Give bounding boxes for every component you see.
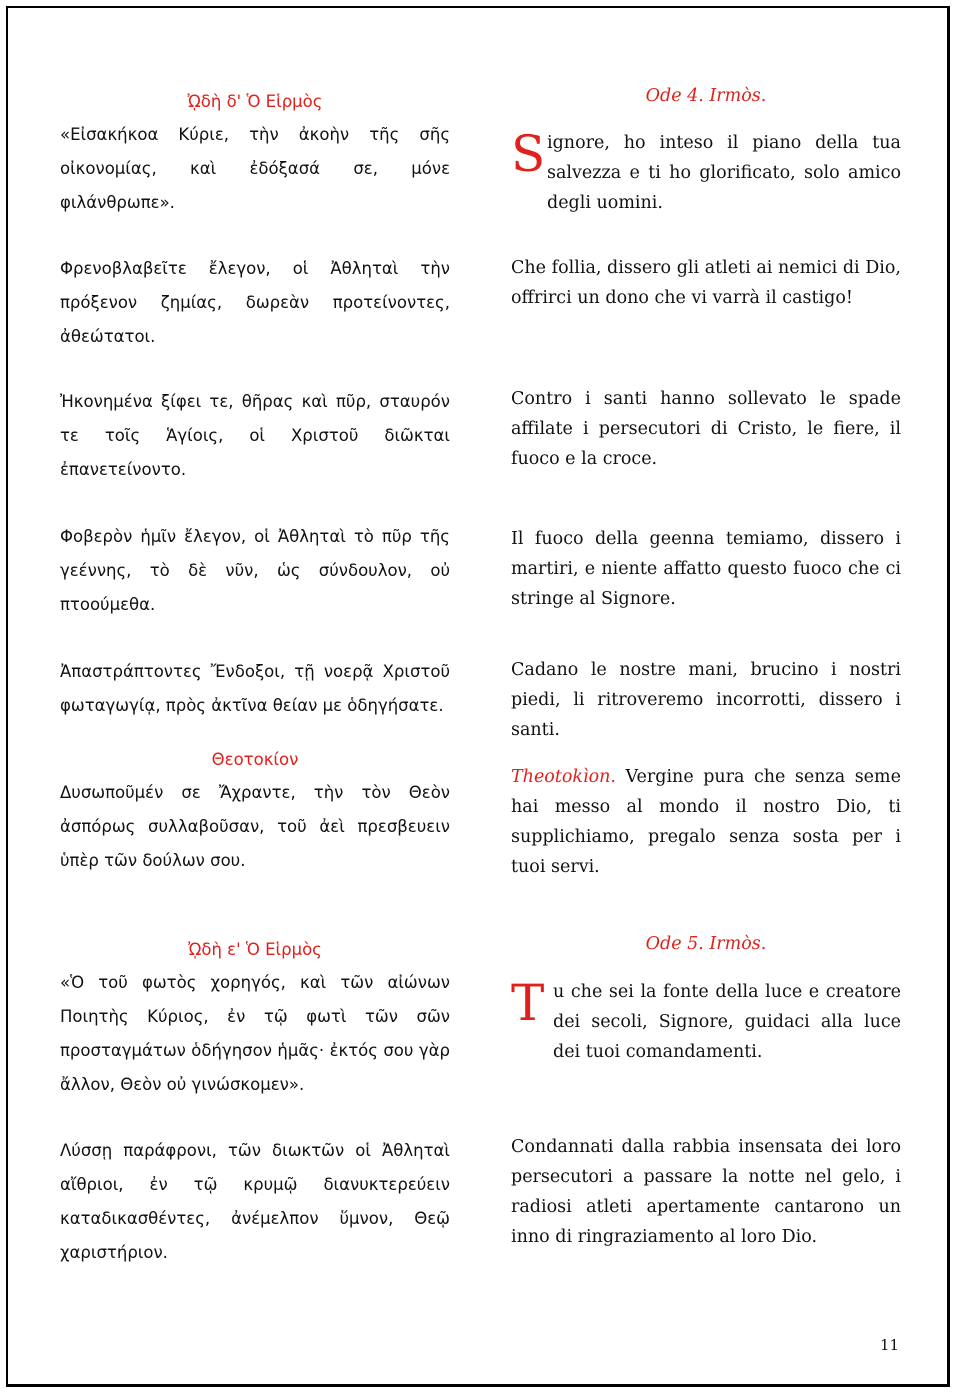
ode4-italian-troparion-2: Contro i santi hanno sollevato le spade affilate i persecutori di Cristo, le fiere, il fuoco e la croce. (511, 389, 901, 469)
theotokion-greek-heading: Θεοτοκίον (211, 750, 299, 769)
ode5-greek-heading: ᾨδὴ ε' Ὁ Εἱρμὸς (188, 940, 322, 959)
ode5-italian-heading: Ode 5. Irmòs. (645, 934, 767, 954)
ode4-italian-troparion-3: Il fuoco della geenna temiamo, dissero i martiri, e niente affatto questo fuoco che ci stringe al Signore. (511, 529, 901, 609)
ode4-italian-troparion-1: Che follia, dissero gli atleti ai nemici di Dio, offrirci un dono che vi varrà il castigo! (511, 258, 901, 308)
ode4-greek-irmos: «Εἰσακήκοα Κύριε, τὴν ἀκοὴν τῆς σῆς οἰκονομίας, καὶ ἐδόξασά σε, μόνε φιλάνθρωπε». (60, 125, 450, 212)
ode4-dropcap: S (511, 125, 546, 183)
ode5-greek-irmos: «Ὁ τοῦ φωτὸς χορηγός, καὶ τῶν αἰώνων Ποιητὴς Κύριος, ἐν τῷ φωτὶ τῶν σῶν προσταγμάτων ὁδήγησον ἡμᾶς· ἐκτός σου γὰρ ἄλλον, Θεὸν οὐ γινώσκομεν». (60, 973, 450, 1094)
ode4-italian-irmos-text: ignore, ho inteso il piano della tua salvezza e ti ho glorificato, solo amico degli uomini. (547, 133, 901, 213)
ode4-italian-irmos (511, 125, 901, 218)
theotokion-greek-text: Δυσωποῦμέν σε Ἄχραντε, τὴν τὸν Θεὸν ἀσπόρως συλλαβοῦσαν, τοῦ ἀεὶ πρεσβευειν ὑπὲρ τῶν δούλων σου. (60, 783, 450, 870)
page-number: 11 (880, 1336, 900, 1354)
ode4-italian-troparion-4: Cadano le nostre mani, brucino i nostri piedi, li ritroveremo incorrotti, dissero i santi. (511, 660, 901, 740)
ode4-greek-troparion-2: Ἠκονημένα ξίφει τε, θῆρας καὶ πῦρ, σταυρόν τε τοῖς Ἁγίοις, οἱ Χριστοῦ διῶκται ἐπανετείνοντο. (60, 392, 450, 479)
theotokion-italian (511, 762, 901, 882)
ode4-greek-troparion-3: Φοβερὸν ἡμῖν ἔλεγον, οἱ Ἀθληταὶ τὸ πῦρ τῆς γεέννης, τὸ δὲ νῦν, ὡς σύνδουλον, οὐ πτοούμεθα. (60, 527, 450, 614)
ode5-italian-irmos (511, 974, 901, 1067)
theotokion-italian-label: Theotokìon. (511, 767, 616, 787)
ode5-dropcap: T (511, 974, 545, 1032)
ode5-greek-troparion-1: Λύσσῃ παράφρονι, τῶν διωκτῶν οἱ Ἀθληταὶ αἴθριοι, ἐν τῷ κρυμῷ διανυκτερεύειν καταδικασθέντες, ἀνέμελπον ὕμνον, Θεῷ χαριστήριον. (60, 1141, 450, 1262)
ode4-greek-troparion-4: Ἀπαστράπτοντες Ἔνδοξοι, τῇ νοερᾷ Χριστοῦ φωταγωγίᾳ, πρὸς ἀκτῖνα θείαν με ὁδηγήσατε. (60, 662, 450, 715)
ode5-italian-irmos-text: u che sei la fonte della luce e creatore dei secoli, Signore, guidaci alla luce dei tuoi comandamenti. (553, 982, 901, 1062)
theotokion-italian-text: Vergine pura che senza seme hai messo al mondo il nostro Dio, ti supplichiamo, pregalo senza sosta per i tuoi servi. (511, 767, 901, 877)
ode4-greek-heading: ᾨδὴ δ' Ὁ Εἱρμὸς (187, 92, 323, 111)
ode5-italian-troparion-1: Condannati dalla rabbia insensata dei loro persecutori a passare la notte nel gelo, i radiosi atleti apertamente cantarono un inno di ringraziamento al loro Dio. (511, 1137, 901, 1247)
ode4-greek-troparion-1: Φρενοβλαβεῖτε ἔλεγον, οἱ Ἀθληταὶ τὴν πρόξενον ζημίας, δωρεὰν προτείνοντες, ἀθεώτατοι. (60, 259, 450, 346)
ode4-italian-heading: Ode 4. Irmòs. (645, 86, 767, 106)
